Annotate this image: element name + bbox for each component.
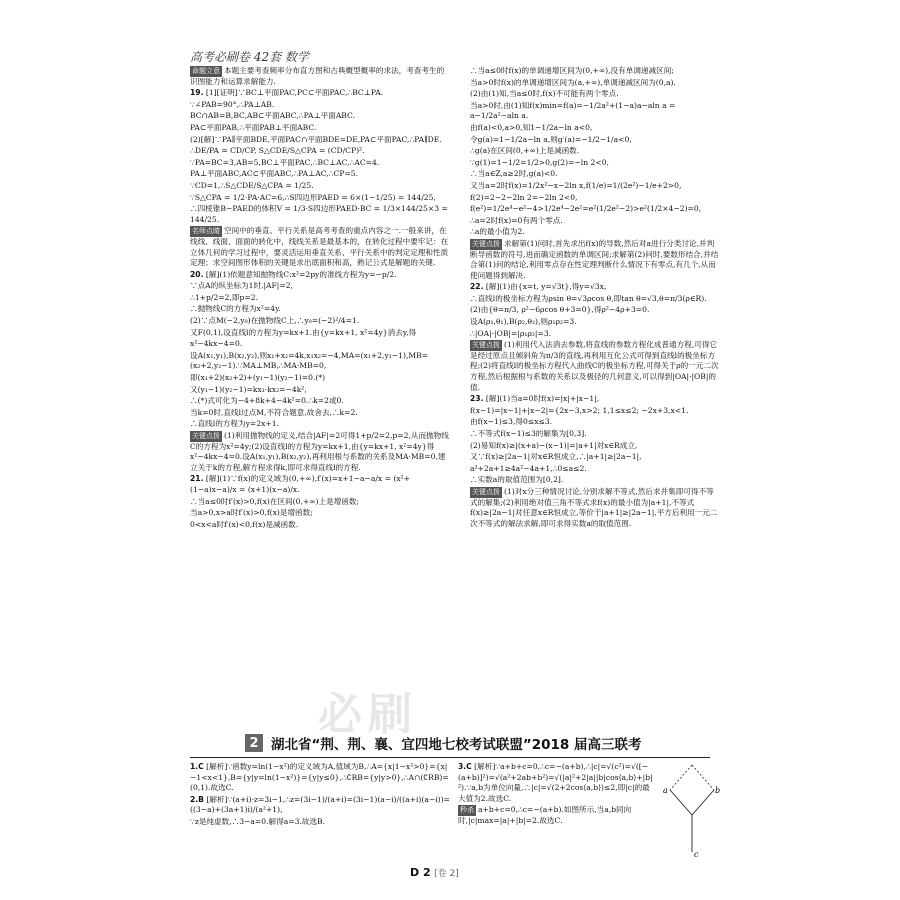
text-line [470, 429, 720, 440]
text-line [190, 351, 450, 372]
text-content: ∴a的最小值为2. [470, 227, 525, 237]
text-line [190, 795, 450, 816]
text-content: ∵点A的纵坐标为1时,|AF|=2, [190, 281, 293, 291]
note-tag: 关键点拨 [192, 432, 220, 440]
text-content: 当k=0时,直线l过点M,不符合题意,故舍去,∴k=2. [190, 407, 358, 417]
text-content: 设A(x₁,y₁),B(x₂,y₂),则x₁+x₂=4k,x₁x₂=−4,MA=(x₁+2,y₁−1),MB=(x₂+2,y₂−1).∵MA⊥MB,∴MA·MB=0, [190, 350, 429, 371]
text-line [470, 294, 720, 305]
text-line [470, 452, 720, 463]
text-content: f(2)=2−2−2ln 2=−2ln 2<0, [470, 192, 578, 202]
text-line [190, 373, 450, 384]
text-line [470, 417, 720, 428]
text-line [190, 817, 450, 828]
text-content: ∴(*)式可化为−4+8k+4−4k²=0.∴k=2或0. [190, 396, 344, 406]
text-content: ∴DE/PA = CD/CP, S△CDE/S△CPA = (CD/CP)². [190, 146, 365, 156]
diagram-label-c: c [694, 850, 699, 859]
text-content: (2)[解]∵PA∥平面BDE,平面PAC∩平面BDE=DE,PA⊂平面PAC,∴PA∥DE. [190, 134, 442, 144]
text-content: 令g(a)=1−1/2a−ln a,则g′(a)=−1/2−1/a<0, [470, 134, 632, 144]
text-line [190, 497, 450, 508]
text-content: ∴a=2时f(x)=0有两个零点. [470, 215, 563, 225]
page-number: D 2 [410, 866, 431, 879]
text-line [190, 146, 450, 157]
text-line [470, 317, 720, 328]
diagram-vector-b [692, 790, 714, 815]
text-content: ∴直线l的极坐标方程为ρsin θ=√3ρcos θ,即tan θ=√3,θ=π/3(ρ∈R). [470, 293, 707, 303]
text-content: 由f(a)<0,a>0,知1−1/2a−ln a<0, [470, 122, 593, 132]
question-number: 23. [470, 394, 484, 404]
text-line [470, 441, 720, 452]
text-content: 求解第(1)问时,首先求出f(x)的导数,然后对a进行分类讨论,并判断导函数的符号,进而确定函数的单调区间;求解第(2)问时,要数形结合,并结合第(1)问的结论,利用零点存在性定理判断什么情况下有零点,有几个,从而使问题得到解决. [470, 238, 719, 280]
text-line [190, 474, 450, 495]
text-line [190, 385, 450, 396]
text-line [470, 193, 720, 204]
question-number: 2.B [190, 794, 204, 804]
text-content: ∴四棱锥B−PAED的体积V = 1/3·S四边形PAED·BC = 1/3×144/25×3 = 144/25. [190, 204, 451, 224]
text-content: 当a>0时,由(1)知f(x)min=f(a)=−1/2a²+(1−a)a−aln a = a−1/2a²−aln a. [470, 100, 678, 121]
text-line [458, 805, 654, 826]
text-line [470, 305, 720, 316]
text-line [190, 762, 450, 794]
text-line [470, 464, 720, 475]
text-line [190, 204, 450, 225]
diagram-label-a: a [663, 786, 668, 795]
header-title: 高考必刷卷 42套 数学 [190, 50, 309, 64]
text-line [190, 181, 450, 192]
text-line [190, 508, 450, 519]
text-content: 又∵f(x)≥|2a−1|对x∈R恒成立,∴|a+1|≥|2a−1|, [470, 452, 642, 462]
text-content: ∴当a∈Z,a≥2时,g(a)<0. [470, 169, 558, 179]
text-line [190, 304, 450, 315]
note-tag: 秒杀 [460, 806, 474, 815]
text-line [190, 135, 450, 146]
section-title: 湖北省“荆、荆、襄、宜四地七校考试联盟”2018 届高三联考 [271, 737, 642, 753]
vector-diagram [662, 760, 722, 860]
page-sub: [卷 2] [434, 869, 459, 879]
section-badge: 2 [245, 734, 263, 752]
text-content: 空间中的垂直、平行关系是高考考查的重点内容之一.一般来讲，在线线、线面、面面的转化中，线线关系是最基本的，在转化过程中要牢记：在立体几何的学习过程中，要灵活运用垂直关系、平行关系中的判定定理和性质定理；求空间图形体积的关键是求出底面积和高，熟记公式是解题的关键. [190, 226, 449, 268]
text-line [470, 169, 720, 180]
text-line [470, 406, 720, 417]
left-column [190, 66, 450, 531]
text-line [190, 316, 450, 327]
text-content: ∵g(1)=1−1/2=1/2>0,g(2)=−ln 2<0, [470, 157, 609, 167]
text-line [470, 66, 720, 77]
diagram-edge [692, 765, 714, 790]
page-footer [410, 866, 459, 879]
text-line [190, 339, 450, 350]
text-line [458, 762, 654, 804]
text-line [190, 226, 450, 268]
text-content: ∴当a≤0时f(x)的单调递增区间为(0,+∞),没有单调递减区间; [470, 66, 674, 75]
text-line [190, 408, 450, 419]
text-content: (2)∵点M(−2,y₀)在抛物线C上,∴y₀=(−2)²/4=1. [190, 316, 360, 326]
text-content: BC∩AB=B,BC,AB⊂平面ABC,∴PA⊥平面ABC. [190, 111, 355, 121]
text-line [190, 396, 450, 407]
text-content: (1)对x分三种情况讨论,分别求解不等式,然后求并集即可得不等式的解集;(2)利用绝对值三角不等式求f(x)的最小值为|a+1|,不等式f(x)≥|2a−1|对任意x∈R恒成立,等价于|a+1|≥|2a−1|,平方后利用一元二次不等式的解法求解,即可求得实数a的取值范围. [470, 486, 718, 528]
text-line [190, 169, 450, 180]
note-tag: 命题立意 [192, 67, 220, 75]
diagram-edge [670, 765, 692, 790]
text-content: 又(y₁−1)(y₂−1)=kx₁·kx₂=−4k², [190, 384, 307, 394]
question-number: 21. [190, 474, 204, 484]
text-line [190, 419, 450, 430]
text-content: (2)由{θ=π/3, ρ²−6ρcos θ+3=0},得ρ²−4ρ+3=0. [470, 305, 650, 315]
text-line [470, 135, 720, 146]
text-content: 本题主要考查频率分布直方图和古典概型概率的求法，考查考生的识图能力和运算求解能力. [190, 66, 445, 86]
text-line [190, 111, 450, 122]
text-content: 又F(0,1),设直线l的方程为y=kx+1.由{y=kx+1, x²=4y}消去y,得 [190, 327, 417, 337]
note-tag: 关键点拨 [472, 239, 500, 248]
section-header [245, 732, 715, 754]
text-content: ∴当a≤0时f′(x)>0,f(x)在区间(0,+∞)上是增函数; [190, 496, 360, 506]
text-line [470, 204, 720, 215]
text-line [470, 123, 720, 134]
text-content: [解](1)依题意知抛物线C:x²=2py的准线方程为y=−p/2. [205, 269, 397, 279]
text-content: ∴1+p/2=2,即p=2. [190, 292, 258, 302]
text-content: [解析]∵(a+i)·z=3i−1,∴z=(3i−1)/(a+i)=(3i−1)(a−i)/((a+i)(a−i))=((3−a)+(3a+1)i)/(a²+1), [190, 794, 450, 815]
question-number: 1.C [190, 762, 204, 771]
text-line [470, 181, 720, 192]
diagram-vector-a [670, 790, 692, 815]
note-tag: 名师点睛 [192, 227, 220, 236]
text-content: PA⊂平面PAB,∴平面PAB⊥平面ABC. [190, 122, 317, 132]
question-number: 3.C [458, 762, 472, 771]
text-content: [解析]∵a+b+c=0,∴c=−(a+b),∴|c|=√(c²)=√([−(a+b)]²)=√(a²+2ab+b²)=√(|a|²+2|a||b|cos⟨a,b⟩+|b|²).∵a,b为单位向量,∴|c|=√(2+2cos⟨a,b⟩)≤2,即|c|的最大值为2.故选C. [458, 762, 653, 803]
text-line [470, 475, 720, 486]
text-line [190, 270, 450, 281]
text-line [190, 66, 450, 87]
watermark: 必刷 [318, 689, 418, 740]
text-content: (2)由(1)知,当a≤0时,f(x)不可能有两个零点. [470, 89, 619, 99]
text-content: 又当a=2时f(x)=1/2x²−x−2ln x,f(1/e)=1/(2e²)−1/e+2>0, [470, 180, 682, 190]
text-line [190, 431, 450, 473]
text-content: ∴g(a)在区间(0,+∞)上是减函数. [470, 146, 580, 156]
text-line [470, 329, 720, 340]
note-tag: 关键点拨 [472, 487, 500, 496]
text-content: 即(x₁+2)(x₂+2)+(y₁−1)(y₂−1)=0.(*) [190, 373, 326, 383]
text-line [470, 227, 720, 238]
text-content: 设A(ρ₁,θ₁),B(ρ₂,θ₂),则ρ₁ρ₂=3. [470, 317, 577, 327]
text-line [470, 239, 720, 281]
text-content: [解](1)当a=0时f(x)=|x|+|x−1|, [485, 394, 600, 404]
text-content: (1)利用代入法消去参数,将直线的参数方程化成普通方程,可得它是经过原点且倾斜角为π/3的直线,再利用互化公式可得到直线l的极坐标方程;(2)将直线l的极坐标方程代入曲线C的极坐标方程,可得关于ρ的一元二次方程,然后根据根与系数的关系以及极径的几何意义,可以得到|OA|·|OB|的值. [470, 340, 719, 392]
text-content: [解](1)∵f(x)的定义域为(0,+∞),f′(x)=x+1−a−a/x = (x²+(1−a)x−a)/x = (x+1)(x−a)/x. [190, 474, 411, 494]
text-content: x²−4kx−4=0. [190, 339, 243, 349]
text-content: 由f(x−1)≤3,得0≤x≤3. [470, 417, 553, 427]
text-line [190, 193, 450, 204]
text-content: a+b+c=0,∴c=−(a+b).如图所示,当a,b同向时,|c|max=|a|+|b|=2.故选C. [458, 805, 632, 825]
text-content: ∵z是纯虚数,∴3−a=0.解得a=3.故选B. [190, 816, 326, 826]
section-divider [190, 757, 710, 758]
text-content: ∵PA=BC=3,AB=5,BC⊥平面PAC,∴BC⊥AC,∴AC=4. [190, 157, 380, 167]
text-line [190, 123, 450, 134]
text-line [190, 100, 450, 111]
text-content: [1][证明]∵BC⊥平面PAC,PC⊂平面PAC,∴BC⊥PA. [205, 88, 384, 98]
text-line [470, 158, 720, 169]
text-line [190, 281, 450, 292]
bottom-left-answers [190, 762, 450, 829]
text-content: ∵∠PAB=90°,∴PA⊥AB. [190, 99, 275, 109]
text-line [190, 328, 450, 339]
text-content: ∴|OA|·|OB|=|ρ₁ρ₂|=3. [470, 328, 552, 338]
note-tag: 关键点拨 [472, 341, 500, 350]
text-line [470, 216, 720, 227]
text-line [470, 146, 720, 157]
text-line [470, 101, 720, 122]
text-content: ∵S△CPA = 1/2·PA·AC=6,∴S四边形PAED = 6×(1−1/25) = 144/25, [190, 192, 436, 202]
question-number: 20. [190, 269, 204, 279]
text-line [190, 158, 450, 169]
text-content: ∵CD=1,∴S△CDE/S△CPA = 1/25. [190, 180, 314, 190]
text-content: 当a>0,x>a时f′(x)>0,f(x)是增函数; [190, 508, 313, 518]
text-content: f(e²)=1/2e⁴−e²−4>1/2e⁴−2e²=e²(1/2e²−2)>e²(1/2×4−2)=0, [470, 204, 702, 214]
text-line [470, 89, 720, 100]
text-content: (2)易知f(x)≥|(x+a)−(x−1)|=|a+1|对x∈R成立, [470, 440, 638, 450]
text-content: 0<x<a时f′(x)<0,f(x)是减函数. [190, 519, 299, 529]
text-content: 当a>0时f(x)的单调递增区间为(a,+∞),单调递减区间为(0,a). [470, 77, 676, 87]
right-column [470, 66, 720, 530]
bottom-right-answers [458, 762, 654, 828]
text-content: (1)利用抛物线的定义,结合|AF|=2可得1+p/2=2,p=2,从而抛物线C的方程为x²=4y;(2)设直线l的方程为y=kx+1,由{y=kx+1, x²=4y}得x²−4kx−4=0.设A(x₁,y₁),B(x₂,y₂),再利用根与系数的关系及MA·MB=0,建立关于k的方程,解方程求得k,即可求得直线l的方程. [190, 431, 449, 472]
text-content: ∴实数a的取值范围为[0,2]. [470, 475, 564, 485]
text-line [190, 520, 450, 531]
text-content: ∴不等式f(x−1)≤3的解集为[0,3]. [470, 429, 587, 438]
question-number: 22. [470, 282, 484, 292]
text-line [190, 293, 450, 304]
text-line [470, 78, 720, 89]
text-line [470, 340, 720, 393]
text-line [470, 487, 720, 529]
text-line [470, 394, 720, 405]
diagram-label-b: b [715, 786, 721, 795]
text-content: [解析]∵函数y=ln(1−x²)的定义域为A,值域为B,∴A={x|1−x²>0}={x|−1<x<1},B={y|y=ln(1−x²)}={y|y≤0},∴∁RB={y|y>0},∴A∩(∁RB)=(0,1).故选C. [190, 762, 449, 793]
text-content: ∴抛物线C的方程为x²=4y. [190, 304, 281, 314]
text-content: a²+2a+1≥4a²−4a+1,∴0≤a≤2. [470, 463, 587, 473]
text-content: PA⊥平面ABC,AC⊂平面ABC,∴PA⊥AC,∴CP=5. [190, 169, 359, 179]
text-content: f(x−1)=|x−1|+|x−2|={2x−3,x>2; 1,1≤x≤2; −2x+3,x<1. [470, 405, 689, 415]
text-line [190, 88, 450, 99]
question-number: 19. [190, 88, 204, 98]
text-line [470, 282, 720, 293]
text-content: [解](1)由{x=t, y=√3t},得y=√3x, [485, 282, 607, 292]
text-content: ∴直线l的方程为y=2x+1. [190, 419, 279, 429]
